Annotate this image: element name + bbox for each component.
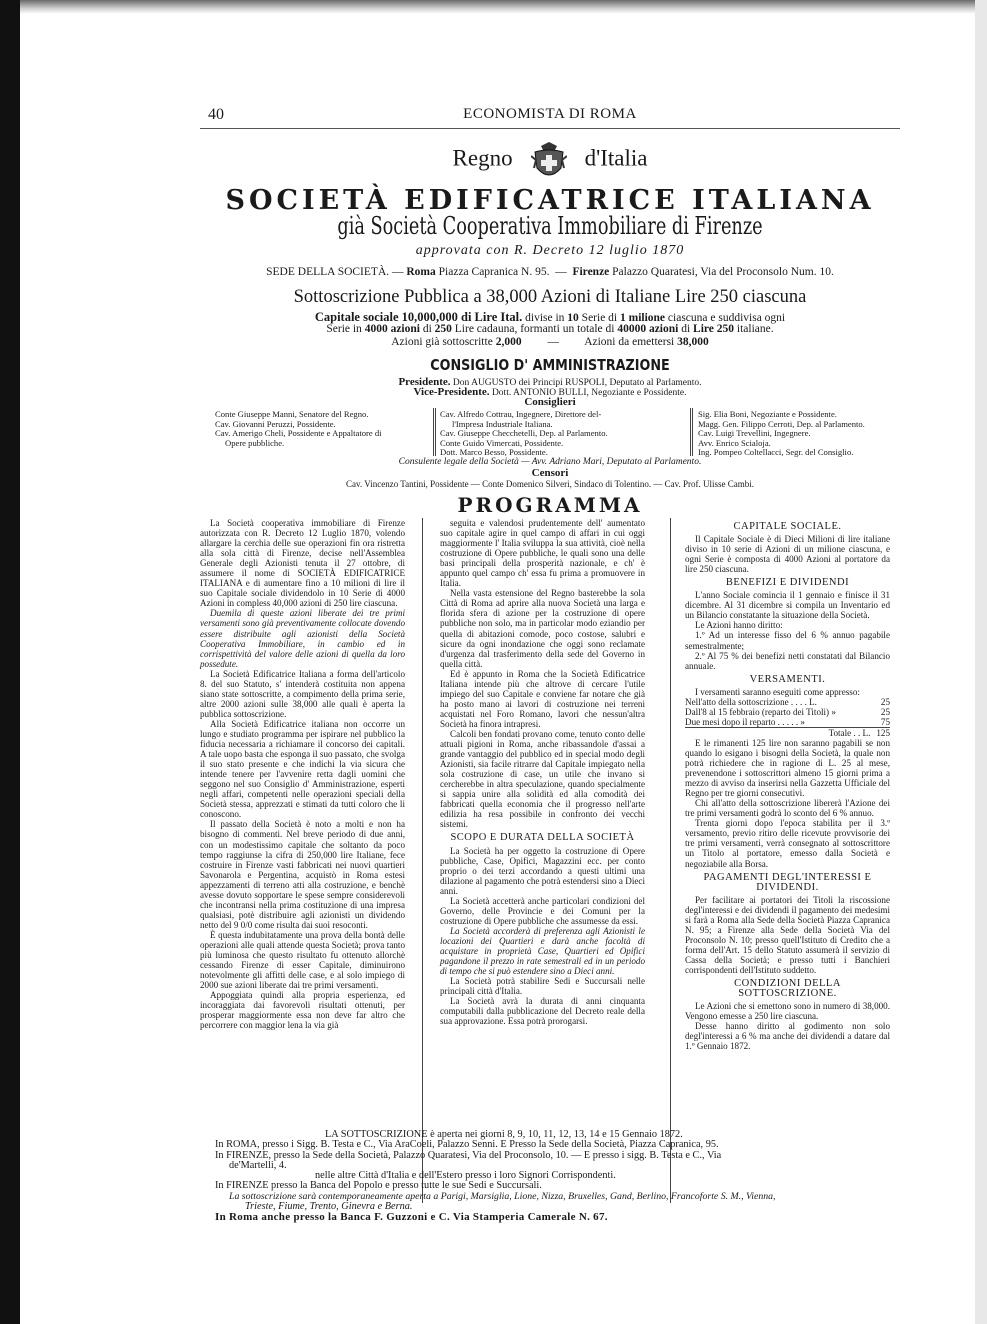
regno-left: Regno bbox=[452, 145, 513, 171]
consiglieri-col-2 bbox=[440, 410, 690, 458]
capital-milione: 1 milione bbox=[620, 312, 666, 324]
azioni-emettersi-label: Azioni da emettersi bbox=[584, 336, 675, 348]
paragraph: La Società potrà stabilire Sedi e Succursali nelle principali città d'Italia. bbox=[440, 976, 645, 997]
consigliere: l'Impresa Industriale Italiana. bbox=[452, 418, 553, 429]
capital-line-2 bbox=[160, 323, 940, 335]
consigliere: Conte Guido Vimercati, Possidente. bbox=[440, 437, 564, 448]
paragraph: La Società avrà la durata di anni cinquanta computabili dalla pubblicazione del Decreto reale della sua approvazione. Essa potrà prorogarsi. bbox=[440, 996, 645, 1027]
footer-line: LA SOTTOSCRIZIONE è aperta nei giorni 8, 9, 10, 11, 12, 13, 14 e 15 Gennaio 1872. bbox=[325, 1129, 683, 1140]
footer-line: Trieste, Fiume, Trento, Ginevra e Berna. bbox=[245, 1201, 413, 1213]
paragraph: Nella vasta estensione del Regno basterebbe la sola Città di Roma ad aprire alla nuova Società una larga e florida sfera di azione per la costruzione di opere pubbliche non solo, ma in particolar modo eziandio per quella di abitazioni comode, poco costose, salubri e sicure da ogni inondazione che oggi sono reclamate d'urgenza dal trasferimento della sede del Governo in quella città. bbox=[440, 588, 645, 669]
censori-label: Censori bbox=[531, 467, 569, 479]
sede-roma: Piazza Capranica N. 95. bbox=[438, 266, 550, 278]
versamenti-heading: VERSAMENTI. bbox=[749, 673, 826, 685]
condizioni-heading: CONDIZIONI DELLA SOTTOSCRIZIONE. bbox=[734, 978, 841, 1000]
scan-right-edge bbox=[975, 0, 987, 1324]
footer-line: In FIRENZE presso la Banca del Popolo e presso tutte le sue Sedi e Succursali. bbox=[215, 1180, 542, 1192]
presidente-name: Don AUGUSTO dei Principi RUSPOLI, Deputato al Parlamento. bbox=[452, 378, 702, 388]
capital-text-4: Serie in bbox=[326, 323, 362, 335]
paragraph: L'anno Sociale comincia il 1 gennaio e finisce il 31 dicembre. Al 31 dicembre si compila un Inventario ed un Bilancio constatante la situazione della Società. bbox=[685, 590, 890, 621]
consiglieri-label: Consiglieri bbox=[524, 396, 576, 408]
censori-names: Cav. Vincenzo Tantini, Possidente — Conte Domenico Silveri, Sindaco di Tolentino. — Cav. Prof. Ulisse Cambi. bbox=[346, 479, 754, 489]
consiglieri-col-1 bbox=[215, 410, 430, 448]
paragraph: Il Capitale Sociale è di Dieci Milioni di lire italiane diviso in 10 serie di Azioni di un milione ciascuna, e ogni Serie è composta di 4000 Azioni al portatore da lire 250 ciascuna. bbox=[685, 534, 890, 575]
capital-azioni-serie: 4000 azioni bbox=[364, 323, 420, 335]
vice-name: Dott. ANTONIO BULLI, Negoziante e Possidente. bbox=[491, 388, 687, 398]
azioni-emettersi-value: 38,000 bbox=[677, 336, 709, 348]
paragraph: I versamenti saranno eseguiti come appresso: bbox=[695, 686, 860, 697]
header-rule bbox=[200, 128, 900, 129]
versamenti-row-label: Due mesi dopo il reparto . . . . . » bbox=[685, 716, 805, 727]
regno-right: d'Italia bbox=[584, 145, 648, 171]
capital-amount: Capitale sociale 10,000,000 di Lire Ital. bbox=[314, 310, 523, 324]
paragraph: Trenta giorni dopo l'epoca stabilita per il 3.º versamento, previo ritiro delle ricevute provvisorie dei tre primi versamenti, verrà consegnato al sottoscrittore un Titolo al portatore, emesso dalla Società e negoziabile alla Borsa. bbox=[685, 818, 890, 869]
paragraph: Le Azioni hanno diritto: bbox=[695, 620, 783, 631]
subscription-line: Sottoscrizione Pubblica a 38,000 Azioni di Italiane Lire 250 ciascuna bbox=[293, 287, 807, 307]
versamenti-row bbox=[685, 707, 890, 717]
sede-label: SEDE DELLA SOCIETÀ. — bbox=[266, 266, 404, 278]
footer-line: In ROMA, presso i Sigg. B. Testa e C., Via AraCoeli, Palazzo Senni. E Presso la Sede della Società, Piazza Capranica, 95. bbox=[215, 1139, 719, 1151]
capital-serie-count: 10 bbox=[567, 312, 579, 324]
capital-text-6: Lire cadauna, formanti un totale di bbox=[454, 323, 615, 335]
versamenti-total-label: Totale . . L. bbox=[828, 727, 871, 738]
paragraph: Per facilitare ai portatori dei Titoli la riscossione degl'interessi e dei dividendi il pagamento dei medesimi si farà a Roma alla Sede della Società Piazza Capranica N. 95; a Firenze alla Sede della Società Via del Proconsolo N. 10; presso quell'Istituto di Credito che a forma dell'Art. 15 dello Statuto assumerà il servizio di Cassa della Società; e presso tutti i Banchieri corrispondenti dell'Istituto suddetto. bbox=[685, 894, 890, 975]
consigliere: Cav. Giuseppe Checchetelli, Dep. al Parlamento. bbox=[440, 428, 608, 439]
consigliere: Magg. Gen. Filippo Cerroti, Dep. al Parlamento. bbox=[698, 418, 865, 429]
paragraph: Chi all'atto della sottoscrizione libererà l'Azione dei tre primi versamenti godrà lo sconto del 6 % annuo. bbox=[685, 798, 890, 819]
versamenti-total-row bbox=[685, 728, 890, 738]
regno-line bbox=[160, 142, 940, 182]
paragraph: Il passato della Società è noto a molti e non ha bisogno di commenti. Nel breve periodo di due anni, con un modestissimo capitale che soltanto da poco tempo raggiunse la cifra di 250,000 lire Italiane, fece costruire in Firenze vasti fabbricati nei nuovi quartieri Savonarola e Pergentina, acquistò in Roma estesi appezzamenti di terreno atti alla costruzione, e benchè avesse dovuto sopportare le spese sempre considerevoli che incontransi nella prima costituzione di una impresa qualsiasi, potè distribuire agli azionisti un dividendo netto del 9 0/0 come risulta dai suoi resoconti. bbox=[200, 819, 405, 930]
newspaper-page bbox=[160, 100, 940, 1224]
versamenti-row-label: Nell'atto della sottoscrizione . . . . L. bbox=[685, 696, 817, 707]
paragraph: E le rimanenti 125 lire non saranno pagabili se non quando lo esigano i bisogni della Società, la quale non potrà richiedere che in ragione di L. 25 al mese, prevenendone i sottoscrittori almeno 15 giorni prima a mezzo di avviso da inserirsi nella Gazzetta Ufficiale del Regno per tre giorni consecutivi. bbox=[685, 737, 890, 799]
presidente-label: Presidente. bbox=[398, 376, 451, 388]
versamenti-row-value: 25 bbox=[880, 696, 890, 707]
consiglieri-divider-1 bbox=[433, 408, 436, 456]
capital-text-7: di bbox=[681, 323, 691, 335]
capital-text-3: ciascuna e suddivisa ogni bbox=[667, 312, 786, 324]
paragraph: È questa indubitatamente una prova della bontà delle operazioni alle quali attende questa Società; prova tanto più luminosa che questo risultato fu ottenuto allorchè cessando Firenze di esser Capitale, diminuirono notevolmente gli affitti delle case, e al solo impiego di 2000 sue azioni liberate dai tre primi versamenti. bbox=[200, 929, 405, 991]
consigliere: Sig. Elia Boni, Negoziante e Possidente. bbox=[698, 409, 837, 419]
consulente-legale: Consulente legale della Società — Avv. Adriano Mari, Deputato al Parlamento. bbox=[398, 457, 702, 467]
consiglieri-col-3 bbox=[698, 410, 928, 458]
consigliere: Conte Giuseppe Manni, Senatore del Regno. bbox=[215, 409, 369, 419]
sede-firenze-city: Firenze bbox=[572, 266, 610, 278]
approval-decree: approvata con R. Decreto 12 luglio 1870 bbox=[415, 243, 685, 258]
column-separator-1 bbox=[422, 518, 423, 1203]
subscription-footer bbox=[215, 1130, 925, 1223]
versamenti-row bbox=[685, 697, 890, 707]
scopo-heading: SCOPO E DURATA DELLA SOCIETÀ bbox=[450, 832, 635, 844]
programma-heading: PROGRAMMA bbox=[457, 493, 643, 517]
paragraph: Ed è appunto in Roma che la Società Edificatrice Italiana intende più che altrove di cercare l'utile impiego del suo Capitale e conviene far notare che già ha posto mano ai lavori di costruzione nei terreni acquistati nel Foro Romano, lavori che nessun'altra Società ha finora intrapresi. bbox=[440, 668, 645, 729]
versamenti-row-label: Dall'8 al 15 febbraio (reparto dei Titoli) » bbox=[685, 706, 836, 717]
paragraph: Appoggiata quindi alla propria esperienza, ed incoraggiata dai favorevoli risultati ottenuti, per prosperar maggiormente essa non deve far altro che percorrere con maggior lena la via già bbox=[200, 990, 405, 1031]
capital-text-1: divise in bbox=[525, 312, 565, 324]
capital-lire-250: Lire 250 bbox=[693, 323, 735, 335]
versamenti-total-value: 125 bbox=[876, 727, 890, 738]
running-title: ECONOMISTA DI ROMA bbox=[463, 106, 637, 122]
running-header bbox=[160, 104, 940, 124]
consigliere: Cav. Luigi Trevellini, Ingegnere. bbox=[698, 428, 811, 439]
column-separator-2 bbox=[670, 518, 671, 1203]
capital-line-3 bbox=[160, 336, 940, 348]
paragraph: 2.º Al 75 % dei benefizi netti constatati dal Bilancio annuale. bbox=[685, 650, 890, 671]
versamenti-row bbox=[685, 717, 890, 728]
consiglio-heading: CONSIGLIO D' AMMINISTRAZIONE bbox=[430, 356, 670, 374]
capital-total-azioni: 40000 azioni bbox=[617, 323, 679, 335]
sede-firenze: Palazzo Quaratesi, Via del Proconsolo Num. 10. bbox=[612, 266, 834, 278]
company-title: SOCIETÀ EDIFICATRICE ITALIANA bbox=[225, 185, 875, 216]
sede-roma-city: Roma bbox=[406, 266, 436, 278]
vice-label: Vice-Presidente. bbox=[413, 386, 490, 398]
paragraph: Le Azioni che si emettono sono in numero di 38,000. Vengono emesse a 250 lire ciascuna. bbox=[685, 1001, 890, 1022]
azioni-sottoscritte-label: Azioni già sottoscritte bbox=[391, 336, 493, 348]
benefizi-heading: BENEFIZI E DIVIDENDI bbox=[725, 577, 850, 589]
footer-line: nelle altre Città d'Italia e dell'Estero presso i loro Signori Corrispondenti. bbox=[315, 1170, 616, 1182]
paragraph: La Società accetterà anche particolari condizioni del Governo, delle Provincie e dei Comuni per la costruzione di Opere pubbliche che assumesse da essi. bbox=[440, 895, 645, 926]
paragraph: Desse hanno diritto al godimento non solo degl'interessi a 6 % ma anche dei dividendi a datare dal 1.º Gennaio 1872. bbox=[685, 1021, 890, 1052]
paragraph: 1.º Ad un interesse fisso del 6 % annuo pagabile semestralmente; bbox=[685, 630, 890, 651]
capital-text-8: italiane. bbox=[736, 323, 774, 335]
footer-line-bold: In Roma anche presso la Banca F. Guzzoni e C. Via Stamperia Camerale N. 67. bbox=[215, 1211, 608, 1224]
footer-line: de'Martelli, 4. bbox=[229, 1159, 287, 1171]
azioni-sottoscritte-value: 2,000 bbox=[495, 336, 522, 348]
paragraph: Duemila di queste azioni liberate dei tre primi versamenti sono già preventivamente collocate dovendo essere distribuite agli azionisti della Società Cooperativa Immobiliare, in cambio ed in corrispettività del valore delle azioni di quella da loro possedute. bbox=[200, 608, 405, 669]
footer-line: La sottoscrizione sarà contemporaneamente aperta a Parigi, Marsiglia, Lione, Nizza, Bruxelles, Gand, Berlino, Francoforte S. M., Vienna, bbox=[229, 1190, 776, 1202]
paragraph: seguita e valendosi prudentemente dell' aumentato suo capitale agire in quel campo di affari in cui oggi maggiormente l' Italia sviluppa la sua attività, cioè nella costruzione di Opere pubbliche, le quali sono una delle basi principali della prosperità nazionale, e ch' è appunto quel campo ch' essa fu prima a promuovere in Italia. bbox=[440, 518, 645, 589]
pagamenti-heading: PAGAMENTI DEGL'INTERESSI E DIVIDENDI. bbox=[703, 871, 872, 893]
subtitle-wrap bbox=[160, 212, 940, 240]
programma-column-2 bbox=[440, 518, 645, 1026]
versamenti-row-value: 75 bbox=[880, 716, 890, 727]
paragraph: La Società Edificatrice Italiana a forma dell'articolo 8. del suo Statuto, s' intenderà costituita non appena siano state sottoscritte, a compimento della prima serie, altre 2000 azioni sulle 38,000 alle quali è aperta la pubblica sottoscrizione. bbox=[200, 668, 405, 719]
programma-column-1 bbox=[200, 518, 405, 1030]
coat-of-arms-icon bbox=[531, 142, 567, 182]
capital-text-2: Serie di bbox=[581, 312, 618, 324]
consigliere: Dott. Marco Besso, Possidente. bbox=[440, 447, 548, 458]
consigliere: Opere pubbliche. bbox=[225, 437, 285, 448]
capital-250: 250 bbox=[434, 323, 452, 335]
scan-left-border bbox=[0, 0, 20, 1324]
consigliere: Cav. Alfredo Cottrau, Ingegnere, Direttore del- bbox=[440, 409, 602, 419]
page-number: 40 bbox=[208, 106, 224, 123]
paragraph: Calcoli ben fondati provano come, tenuto conto delle attuali pigioni in Roma, anche ribassandole d'assai a grande vantaggio del pubblico ed in special modo degli Azionisti, sia facile ritrarre dal Capitale impiegato nella sola costruzione di case, un utile che invano si cercherebbe in altra speculazione, quando specialmente si sappia unire alla solidità ed alla comodità dei fabbricati quella economia che il progresso nell'arte edilizia ha resa possibile in confronto dei vecchi sistemi. bbox=[440, 728, 645, 830]
programma-column-3 bbox=[685, 518, 890, 1051]
paragraph: Alla Società Edificatrice italiana non occorre un lungo e studiato programma per ispirare nel pubblico la fiducia necessaria a richiamare il concorso dei capitali. A tale uopo basta che esponga il suo passato, che svolga il suo stato presente e che indichi la via sicura che intende tenere per l'avvenire retta dagli uomini che seggono nel suo Consiglio d' Amministrazione, esperti negli affari, competenti nelle operazioni speciali della Società stessa, apprezzati e stimati da tutti coloro che li conoscono. bbox=[200, 718, 405, 820]
company-subtitle: già Società Cooperativa Immobiliare di Firenze bbox=[337, 212, 763, 240]
paragraph: La Società accorderà di preferenza agli Azionisti le locazioni dei Quartieri e darà anche facoltà di acquistare in proprietà Case, Quartieri ed Opifici pagandone il prezzo in rate semestrali ed in un periodo di tempo che si può estendere sino a Dieci anni. bbox=[440, 925, 645, 977]
sede-line: SEDE DELLA SOCIETÀ. — Roma Piazza Capranica N. 95. — Firenze Palazzo Quaratesi, Via del Proconsolo Num. 10. bbox=[266, 266, 834, 278]
paragraph: La Società cooperativa immobiliare di Firenze autorizzata con R. Decreto 12 Luglio 1870, volendo allargare la cerchia delle sue operazioni fin ora ristretta alla sola città di Firenze, decise nell'Assemblea Generale degli Azionisti tenuta il 27 ottobre, di assumere il nome di SOCIETÀ EDIFICATRICE ITALIANA e di aumentare fino a 10 milioni di lire il suo Capitale sociale dividendolo in 10 Serie di 4000 Azioni in compless 40,000 azioni di 250 lire ciascuna. bbox=[200, 518, 405, 609]
consigliere: Cav. Amerigo Cheli, Possidente e Appaltatore di bbox=[215, 428, 382, 439]
versamenti-row-value: 25 bbox=[880, 706, 890, 717]
footer-line: In FIRENZE, presso la Sede della Società, Palazzo Quaratesi, Via del Proconsolo, 10. — E presso i sigg. B. Testa e C., Via bbox=[215, 1149, 722, 1161]
consigliere: Cav. Giovanni Peruzzi, Possidente. bbox=[215, 418, 336, 429]
consigliere: Ing. Pompeo Coltellacci, Segr. del Consiglio. bbox=[698, 447, 854, 458]
scan-top-shadow bbox=[20, 0, 987, 14]
paragraph: La Società ha per oggetto la costruzione di Opere pubbliche, Case, Opifici, Magazzini ecc. per conto proprio o dei terzi accordando a questi ultimi una dilazione al pagamento che potrà estendersi sino a Dieci anni. bbox=[440, 845, 645, 896]
consiglieri-divider-2 bbox=[690, 408, 693, 456]
consigliere: Avv. Enrico Scialoja. bbox=[698, 437, 771, 448]
capital-dash: — bbox=[547, 336, 559, 348]
capital-text-5: di bbox=[422, 323, 432, 335]
capitale-heading: CAPITALE SOCIALE. bbox=[733, 521, 842, 532]
